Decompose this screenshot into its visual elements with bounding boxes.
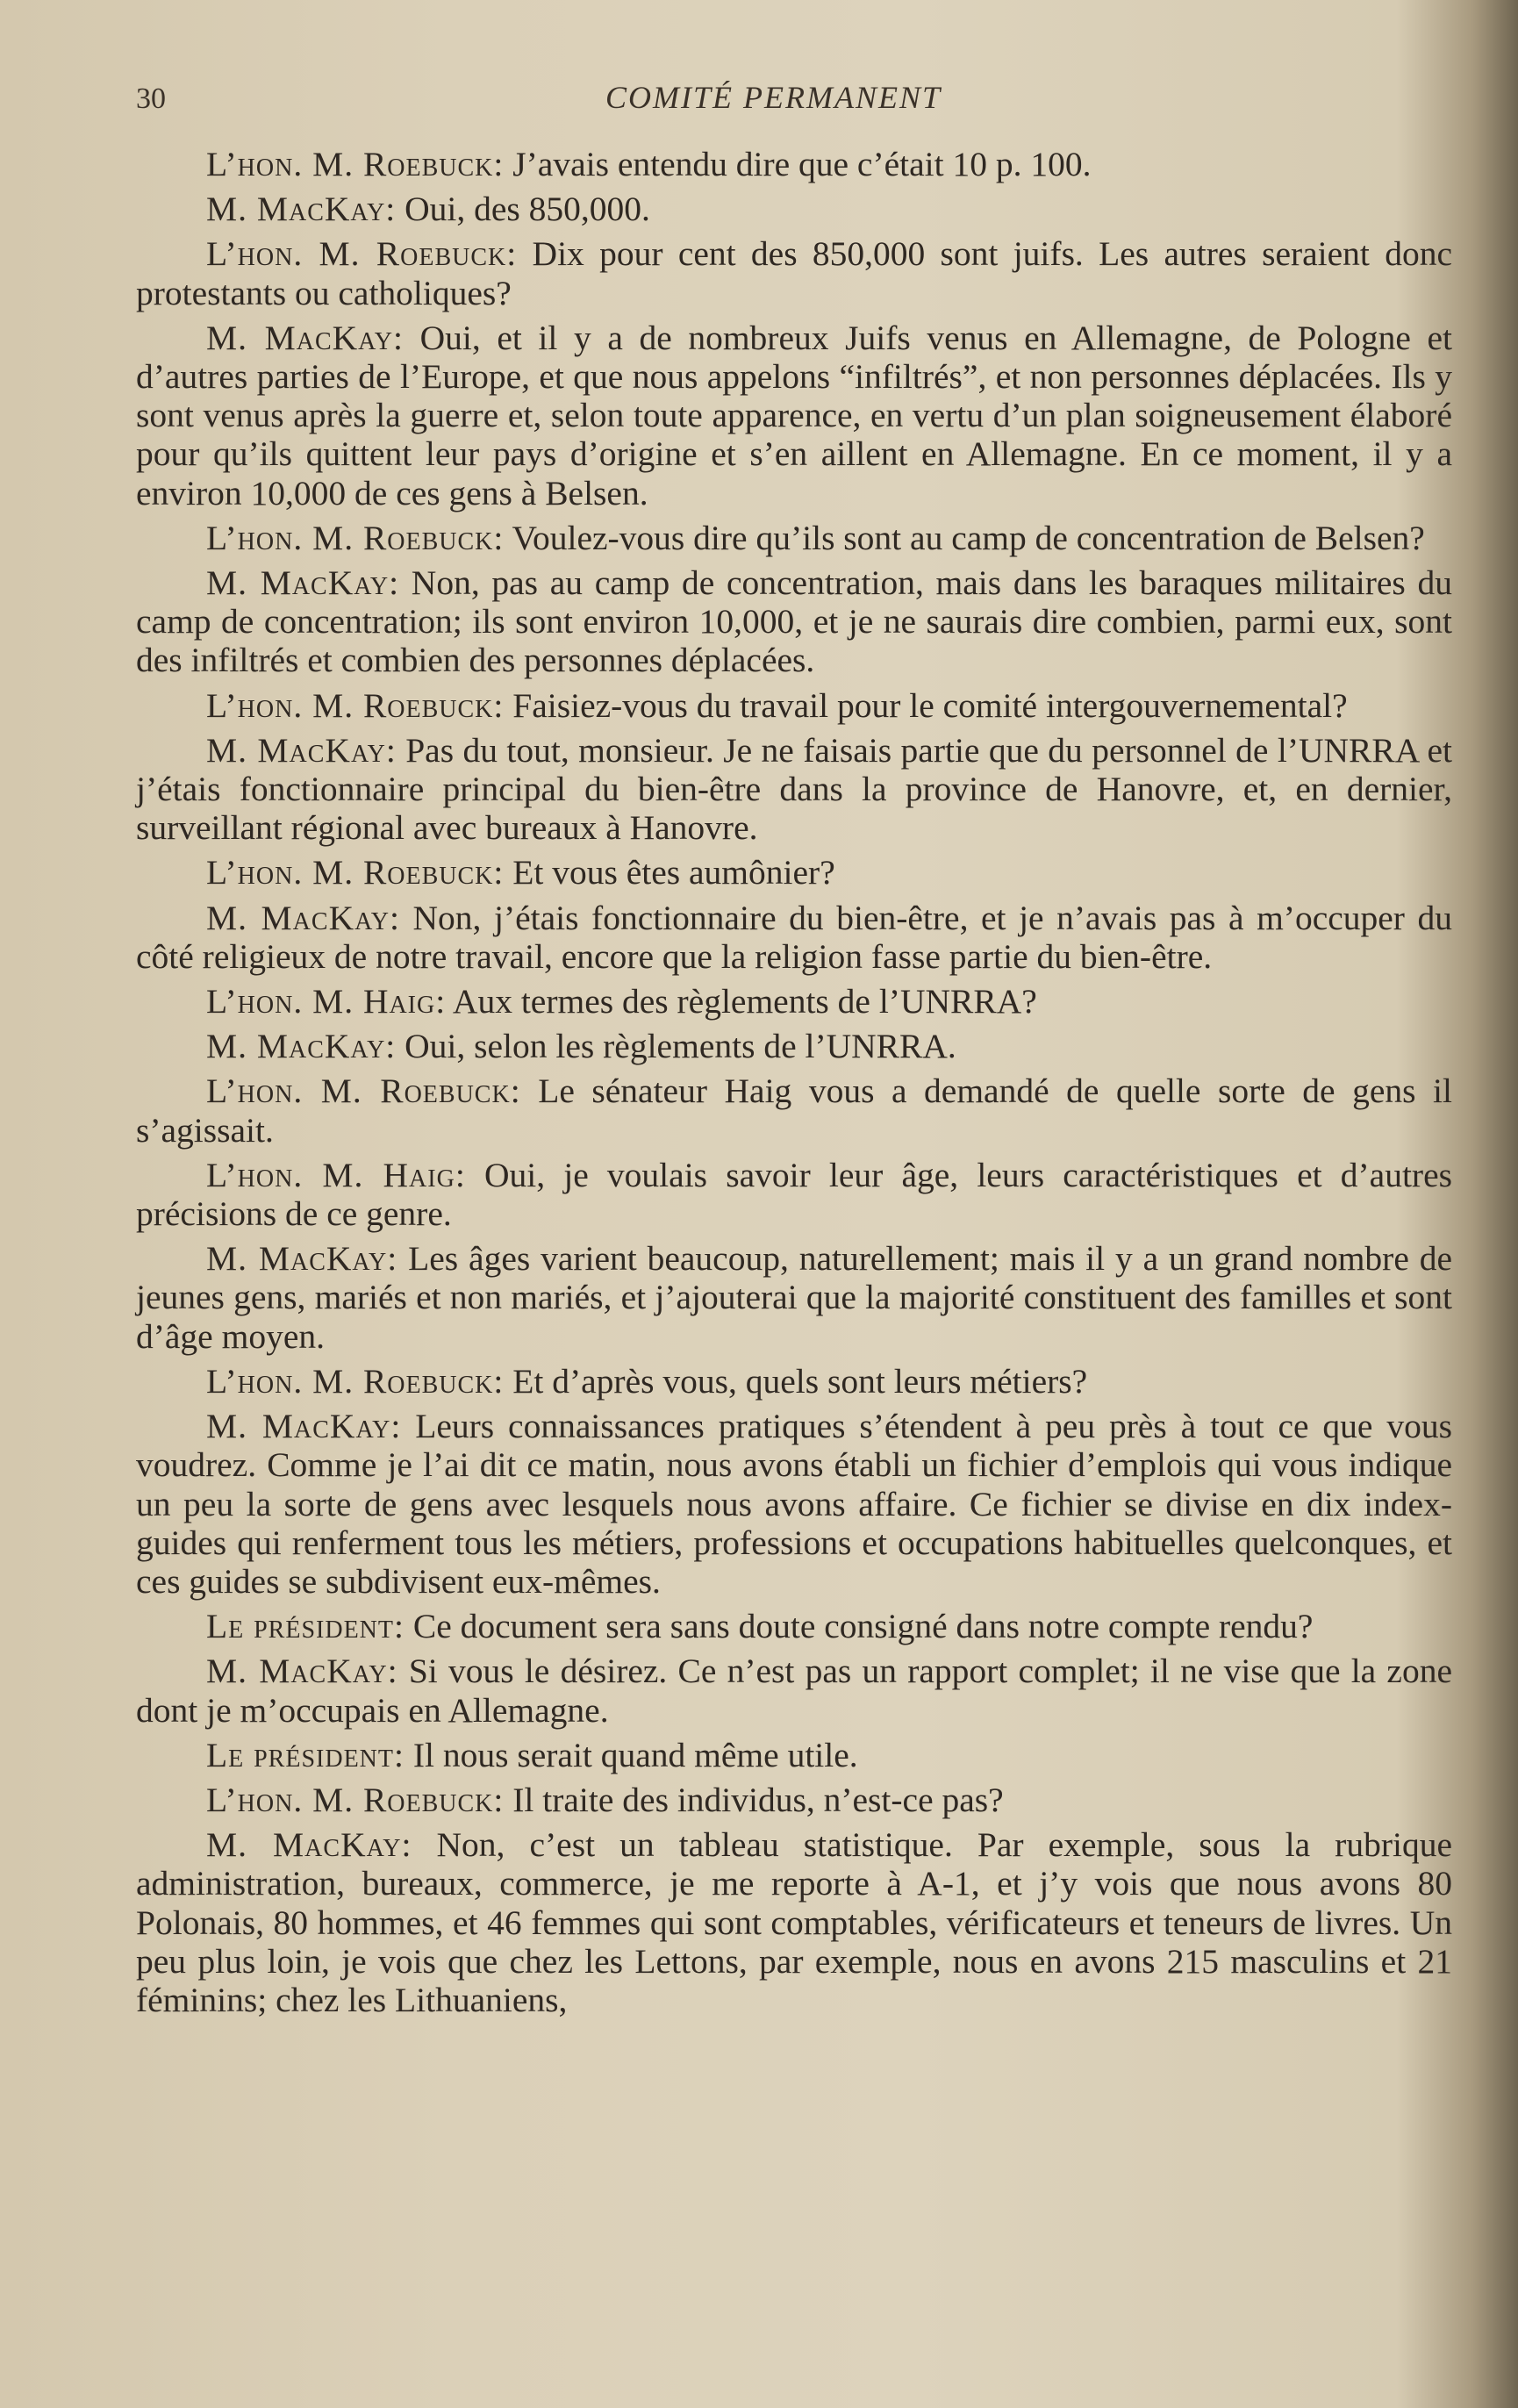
speaker-name: M. MacKay: [206,1239,398,1279]
speaker-name: L’hon. M. Roebuck: [206,1071,521,1111]
speaker-name: Le président: [206,1607,405,1646]
transcript-paragraph [136,1407,1452,1601]
speaker-name: L’hon. M. Roebuck: [206,853,505,892]
transcript-paragraph [136,1652,1452,1729]
paragraph-text: Et vous êtes aumônier? [504,853,835,892]
speaker-name: M. MacKay: [206,1407,402,1446]
transcript-paragraph [136,1781,1452,1819]
paragraph-text: Oui, je voulais savoir leur âge, leurs caractéristiques et d’autres précisions de ce genre. [136,1155,1452,1234]
paragraph-text: Pas du tout, monsieur. Je ne faisais partie que du personnel de l’UNRRA et j’étais fonctionnaire principal du bien-être dans la province de Hanovre, et, en dernier, surveillant régional avec bureaux à Hanovre. [136,730,1452,848]
transcript-paragraph [136,234,1452,312]
running-head: COMITÉ PERMANENT [605,80,942,115]
paragraph-text: Les âges varient beaucoup, naturellement; mais il y a un grand nombre de jeunes gens, mariés et non mariés, et j’ajouterai que la majorité constituent des familles et sont d’âge moyen. [136,1239,1452,1356]
transcript-paragraph [136,190,1452,228]
paragraph-text: Oui, des 850,000. [396,190,650,229]
speaker-name: M. MacKay: [206,1027,397,1066]
speaker-name: L’hon. M. Roebuck: [206,1361,505,1401]
paragraph-text: Si vous le désirez. Ce n’est pas un rapport complet; il ne vise que la zone dont je m’occupais en Allemagne. [136,1652,1452,1730]
transcript-paragraph [136,1362,1452,1401]
paragraph-text: Le sénateur Haig vous a demandé de quelle sorte de gens il s’agissait. [136,1071,1452,1150]
speaker-name: L’hon. M. Haig: [206,1155,466,1194]
paragraph-text: Leurs connaissances pratiques s’étendent à peu près à tout ce que vous voudrez. Comme je l’ai dit ce matin, nous avons établi un fichier d’emplois qui vous indique un peu la sorte de gens avec lesquels nous avons affaire. Ce fichier se divise en dix index-guides qui renferment tous les métiers, professions et occupations habituelles quelconques, et ces guides se subdivisent eux-mêmes. [136,1407,1452,1601]
speaker-name: M. MacKay: [206,1652,398,1691]
transcript-paragraph [136,899,1452,976]
paragraph-text: Et d’après vous, quels sont leurs métiers? [504,1361,1088,1401]
paragraph-text: Non, pas au camp de concentration, mais dans les baraques militaires du camp de concentration; ils sont environ 10,000, et je ne saurais dire combien, parmi eux, sont des infiltrés et combien des personnes déplacées. [136,563,1452,680]
speaker-name: L’hon. M. Roebuck: [206,234,518,274]
speaker-name: L’hon. M. Haig: [206,982,447,1021]
transcript-paragraph [136,145,1452,183]
transcript-paragraph [136,982,1452,1021]
transcript-paragraph [136,1825,1452,2019]
transcript-body [136,145,1452,2025]
paragraph-text: Oui, selon les règlements de l’UNRRA. [396,1027,956,1066]
speaker-name: M. MacKay: [206,190,397,229]
speaker-name: Le président: [206,1735,405,1774]
transcript-paragraph [136,1071,1452,1149]
paragraph-text: Non, c’est un tableau statistique. Par exemple, sous la rubrique administration, bureaux, commerce, je me reporte à A-1, et j’y vois que nous avons 80 Polonais, 80 hommes, et 46 femmes qui sont comptables, vérificateurs et teneurs de livres. Un peu plus loin, je vois que chez les Lettons, par exemple, nous en avons 215 masculins et 21 féminins; chez les Lithuaniens, [136,1825,1453,2019]
paragraph-text: Il traite des individus, n’est-ce pas? [504,1780,1004,1819]
paragraph-text: Voulez-vous dire qu’ils sont au camp de concentration de Belsen? [504,518,1425,557]
transcript-paragraph [136,1239,1452,1356]
transcript-paragraph [136,1736,1452,1774]
speaker-name: L’hon. M. Roebuck: [206,145,505,183]
speaker-name: L’hon. M. Roebuck: [206,518,505,557]
transcript-paragraph [136,1607,1452,1645]
page-header [136,74,1452,126]
speaker-name: L’hon. M. Roebuck: [206,685,505,725]
transcript-paragraph [136,319,1452,512]
paragraph-text: J’avais entendu dire que c’était 10 p. 100. [504,145,1092,183]
paragraph-text: Faisiez-vous du travail pour le comité intergouvernemental? [504,685,1348,725]
paragraph-text: Il nous serait quand même utile. [404,1735,858,1774]
transcript-paragraph [136,853,1452,892]
transcript-paragraph [136,1156,1452,1233]
transcript-paragraph [136,731,1452,848]
transcript-paragraph [136,686,1452,725]
transcript-paragraph [136,563,1452,680]
speaker-name: M. MacKay: [206,563,400,603]
transcript-paragraph [136,1027,1452,1065]
speaker-name: M. MacKay: [206,730,397,770]
transcript-paragraph [136,519,1452,557]
paragraph-text: Dix pour cent des 850,000 sont juifs. Les autres seraient donc protestants ou catholiques? [136,234,1452,312]
paragraph-text: Aux termes des règlements de l’UNRRA? [446,982,1037,1021]
speaker-name: M. MacKay: [206,318,404,357]
paragraph-text: Non, j’étais fonctionnaire du bien-être, et je n’avais pas à m’occuper du côté religieux de notre travail, encore que la religion fasse partie du bien-être. [136,898,1453,976]
speaker-name: M. MacKay: [206,898,400,937]
speaker-name: L’hon. M. Roebuck: [206,1780,505,1819]
page-number: 30 [136,82,166,115]
speaker-name: M. MacKay: [206,1825,412,1865]
paragraph-text: Oui, et il y a de nombreux Juifs venus en Allemagne, de Pologne et d’autres parties de l’Europe, et que nous appelons “infiltrés”, et non personnes déplacées. Ils y sont venus après la guerre et, selon toute apparence, en vertu d’un plan soigneusement élaboré pour qu’ils quittent leur pays d’origine et s’en aillent en Allemagne. En ce moment, il y a environ 10,000 de ces gens à Belsen. [136,318,1453,512]
paragraph-text: Ce document sera sans doute consigné dans notre compte rendu? [404,1607,1314,1646]
